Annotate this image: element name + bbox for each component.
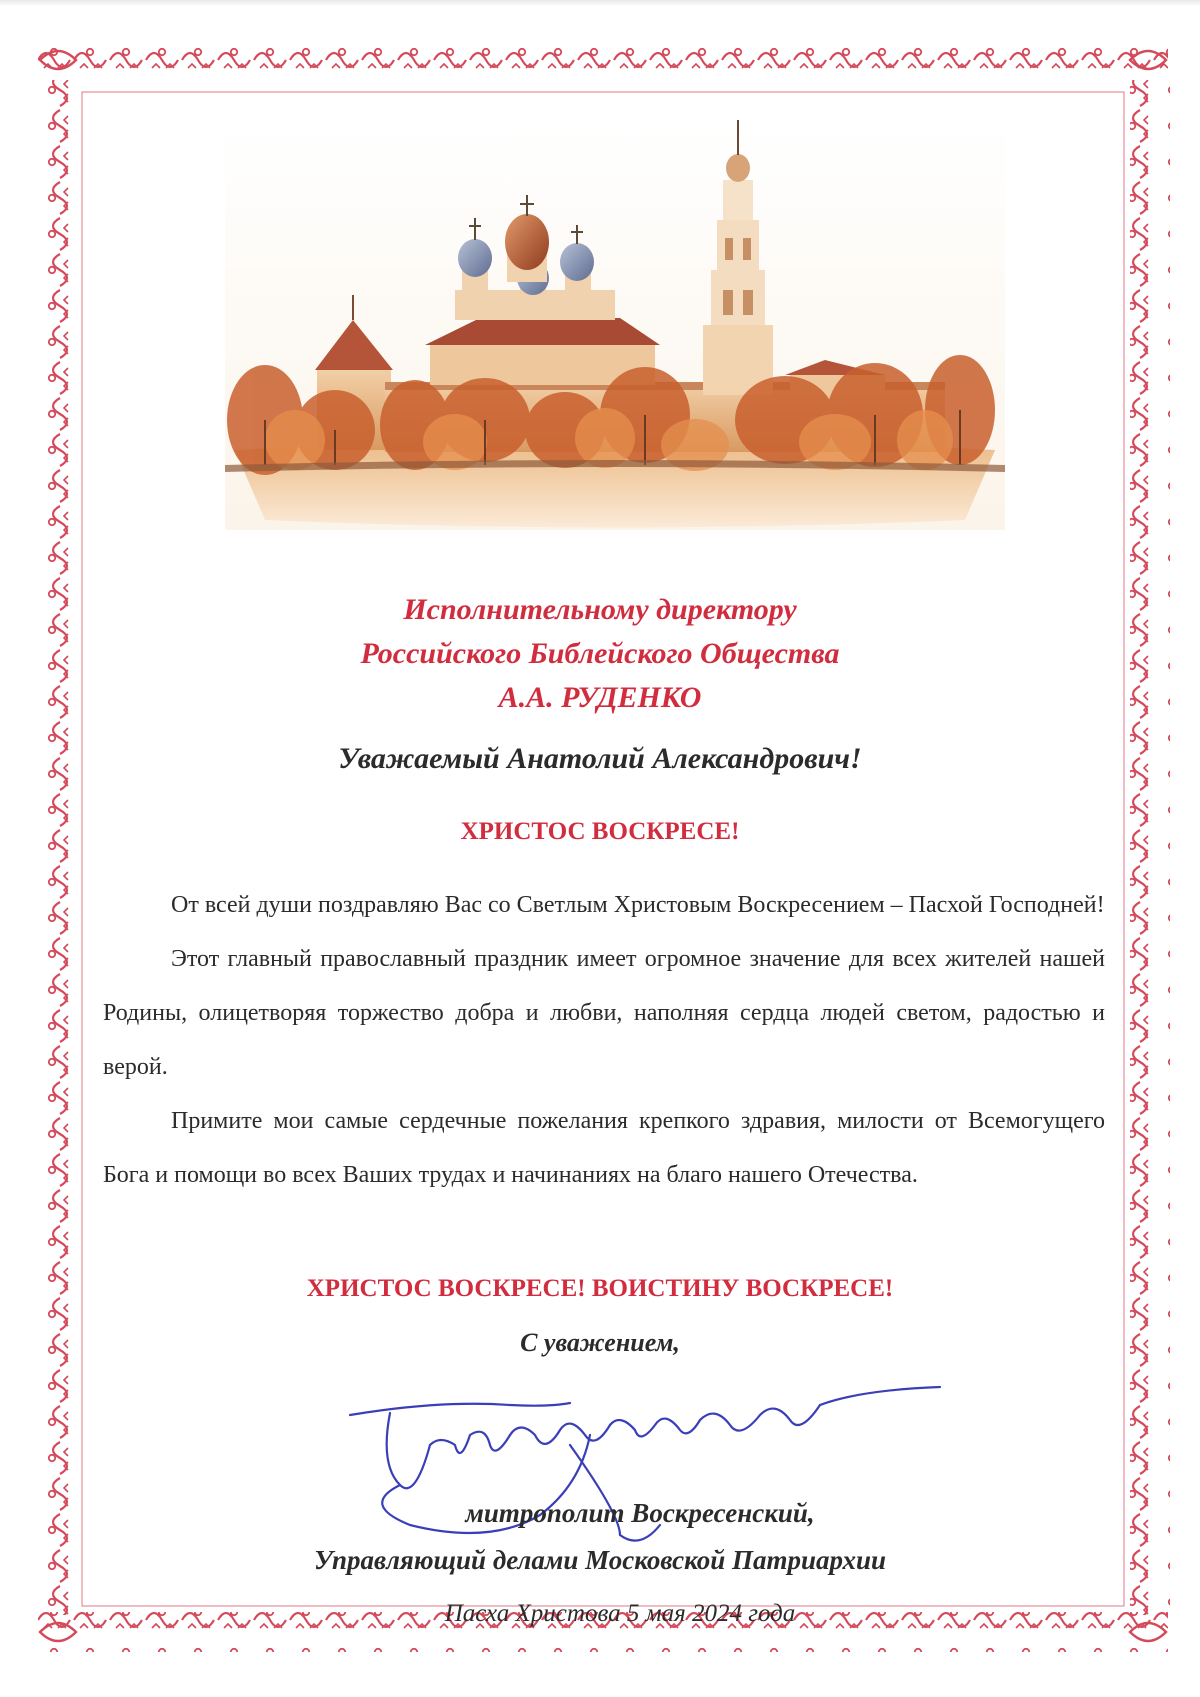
body-paragraph-3: Примите мои самые сердечные пожелания крепкого здравия, милости от Всемогущего Бога и помощи во всех Ваших трудах и начинаниях на благо нашего Отечества. [103, 1108, 1105, 1188]
greeting-heading: ХРИСТОС ВОСКРЕСЕ! [460, 818, 740, 845]
letter-date: Пасха Христова 5 мая 2024 года [444, 1600, 796, 1627]
addressee-name: А.А. РУДЕНКО [498, 681, 702, 714]
closing-phrase: С уважением, [520, 1328, 680, 1357]
signer-title-line-2: Управляющий делами Московской Патриархии [313, 1545, 887, 1575]
addressee-block [100, 588, 1100, 720]
addressee-line-1: Исполнительному директору [403, 593, 797, 626]
salutation: Уважаемый Анатолий Александрович! [338, 742, 862, 775]
addressee-line-2: Российского Библейского Общества [360, 637, 840, 670]
body-paragraph-2: Этот главный православный праздник имеет огромное значение для всех жителей нашей Родины, олицетворяя торжество добра и любви, наполняя сердца людей светом, радостью и верой. [103, 946, 1105, 1080]
letter-body [103, 878, 1105, 1202]
signer-title-line-1: митрополит Воскресенский, [465, 1498, 815, 1528]
body-paragraph-1: От всей души поздравляю Вас со Светлым Христовым Воскресением – Пасхой Господней! [171, 892, 1105, 918]
closing-heading: ХРИСТОС ВОСКРЕСЕ! ВОИСТИНУ ВОСКРЕСЕ! [306, 1275, 894, 1302]
monastery-illustration [225, 120, 1005, 530]
